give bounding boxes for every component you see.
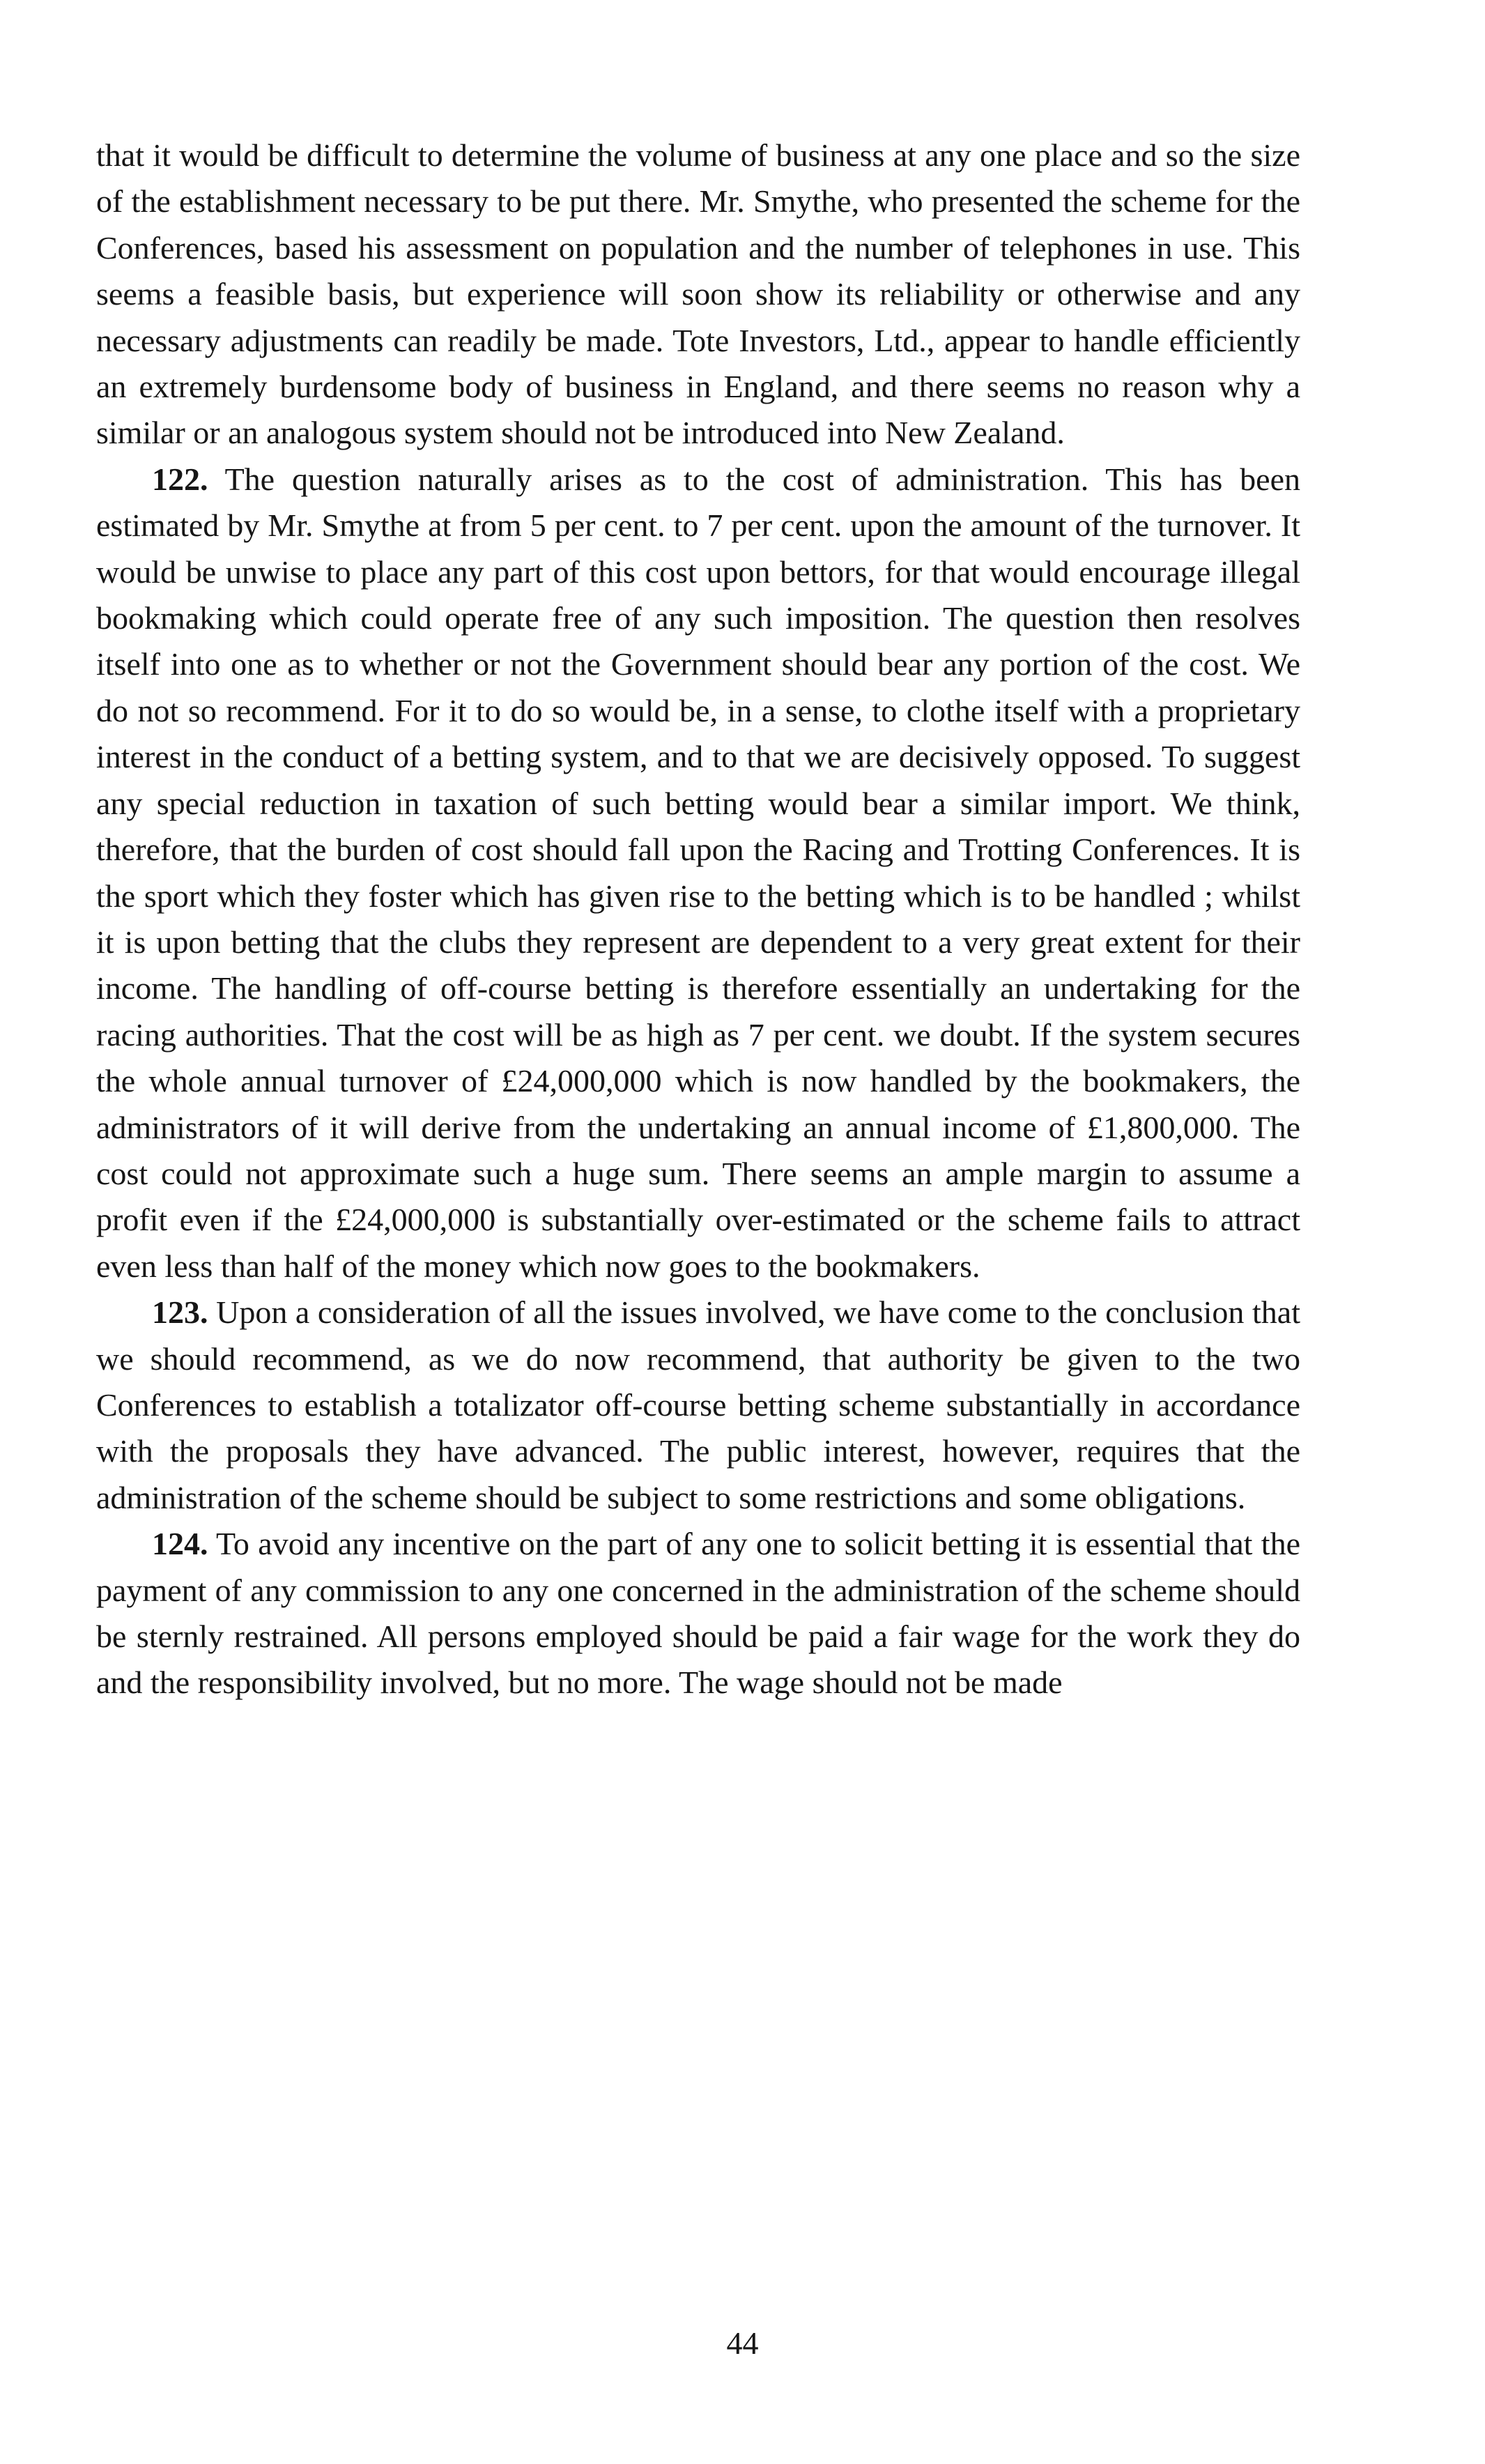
paragraph-text: The question naturally arises as to the cost of administration. This has been estimated by Mr. Smythe at from 5 per cent. to 7 per cent. upon the amount of the turnover. It would be unwise to place any part of this cost upon bettors, for that would encourage illegal bookmaking which could operate free of any such imposition. The question then resolves itself into one as to whether or not the Government should bear any portion of the cost. We do not so recommend. For it to do so would be, in a sense, to clothe itself with a proprietary interest in the conduct of a betting system, and to that we are decisively opposed. To suggest any special reduction in taxation of such betting would bear a similar import. We think, therefore, that the burden of cost should fall upon the Racing and Trotting Conferences. It is the sport which they foster which has given rise to the betting which is to be handled ; whilst it is upon betting that the clubs they represent are dependent to a very great extent for their income. The handling of off-course betting is therefore essentially an undertaking for the racing authorities. That the cost will be as high as 7 per cent. we doubt. If the system secures the whole annual turnover of £24,000,000 which is now handled by the bookmakers, the administrators of it will derive from the undertaking an annual income of £1,800,000. The cost could not approximate such a huge sum. There seems an ample margin to assume a profit even if the £24,000,000 is substantially over-estimated or the scheme fails to attract even less than half of the money which now goes to the bookmakers.: [96, 461, 1300, 1284]
paragraph-123: [96, 1290, 1300, 1521]
page-number: 44: [726, 2325, 759, 2361]
paragraph-number: 122.: [152, 461, 208, 497]
paragraph-number: 124.: [152, 1526, 208, 1562]
document-body: [96, 132, 1300, 1706]
paragraph-text: To avoid any incentive on the part of any one to solicit betting it is essential that the payment of any commission to any one concerned in the administration of the scheme should be sternly restrained. All persons employed should be paid a fair wage for the work they do and the responsibility involved, but no more. The wage should not be made: [96, 1526, 1301, 1701]
paragraph-continued: [96, 132, 1300, 457]
paragraph-122: [96, 457, 1300, 1290]
paragraph-124: [96, 1521, 1300, 1706]
paragraph-number: 123.: [152, 1294, 208, 1331]
paragraph-text: Upon a consideration of all the issues involved, we have come to the conclusion that we should recommend, as we do now recommend, that authority be given to the two Conferences to establish a totalizator off-course betting scheme substantially in accordance with the proposals they have advanced. The public interest, however, requires that the administration of the scheme should be subject to some restrictions and some obligations.: [96, 1294, 1301, 1515]
paragraph-text: that it would be difficult to determine the volume of business at any one place and so the size of the establishment necessary to be put there. Mr. Smythe, who presented the scheme for the Conferences, based his assessment on population and the number of telephones in use. This seems a feasible basis, but experience will soon show its reliability or otherwise and any necessary adjustments can readily be made. Tote Investors, Ltd., appear to handle efficiently an extremely burdensome body of business in England, and there seems no reason why a similar or an analogous system should not be introduced into New Zealand.: [96, 137, 1300, 451]
